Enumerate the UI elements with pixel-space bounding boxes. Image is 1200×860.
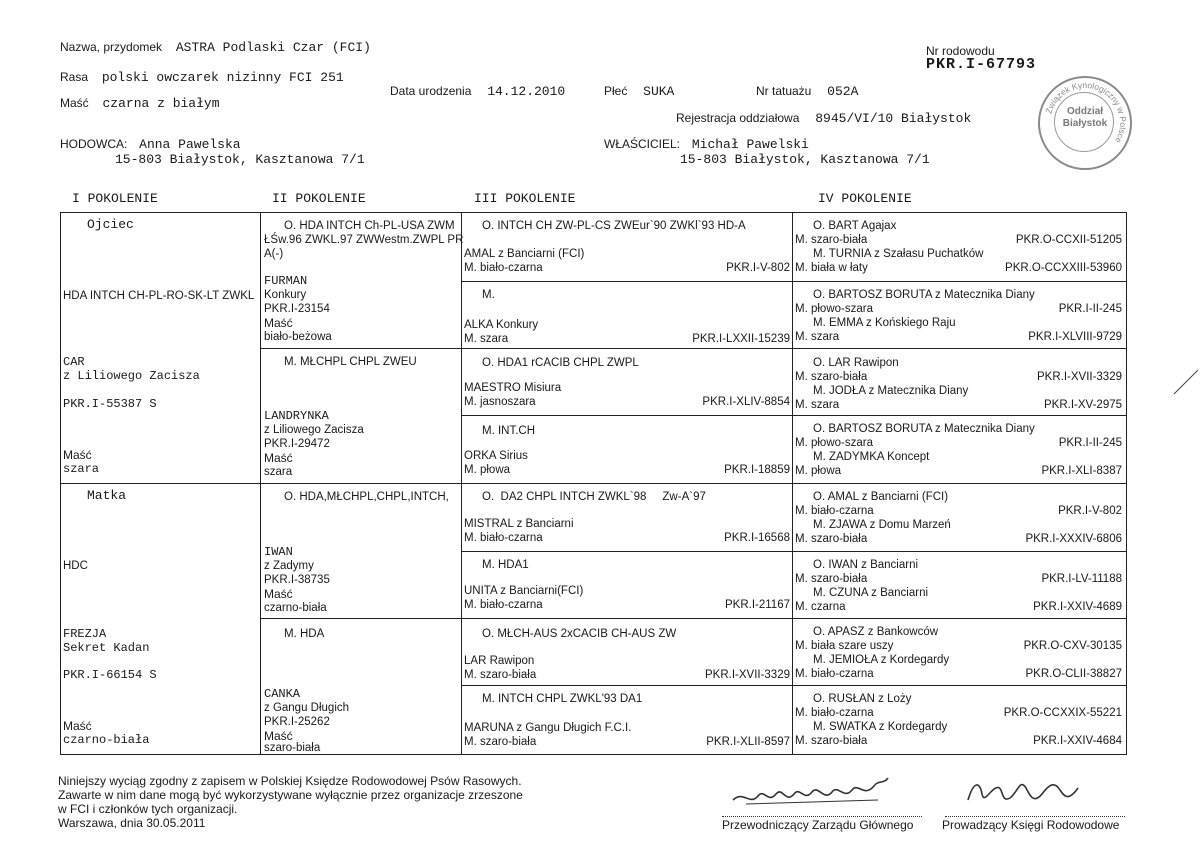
gen3-color-row	[464, 463, 790, 477]
sire-color-label: Maść	[63, 448, 92, 462]
gen4-color: M. szaro-biała	[795, 533, 868, 545]
footer-line-4: Warszawa, dnia 30.05.2011	[58, 816, 206, 830]
breeder-name: Anna Pawelska	[139, 137, 241, 152]
gen3-cell-3	[464, 350, 790, 415]
gen2-cell-3	[264, 484, 459, 618]
gen2-name: FURMAN	[264, 274, 308, 288]
sire-name: CAR	[63, 355, 85, 369]
gen3-titles: M. HDA1	[482, 559, 529, 571]
gen4-entry	[795, 316, 1122, 344]
pedigree-table	[60, 212, 1127, 755]
sex-row	[604, 84, 674, 99]
gen4-entry	[795, 720, 1122, 748]
pen-mark	[1172, 366, 1200, 396]
gen4-entry	[795, 219, 1122, 247]
kennel-club-stamp	[1038, 76, 1132, 170]
gen2-color: czarno-biała	[264, 602, 327, 614]
gen2-cell-2	[264, 349, 459, 483]
signature-line-1	[722, 816, 922, 817]
gen3-titles: M.	[482, 289, 495, 301]
gen4-entry	[795, 653, 1122, 681]
gen2-reg: PKR.I-25262	[264, 716, 330, 728]
signature-label-registrar: Prowadzący Księgi Rodowodowe	[942, 818, 1120, 832]
gen3-titles: O. DA2 CHPL INTCH ZWKL`98 Zw-A`97	[482, 491, 706, 503]
gen4-color: M. szaro-biała	[795, 234, 868, 246]
gen4-color-row	[795, 572, 1122, 586]
gen4-reg: PKR.O-CCXII-51205	[1015, 234, 1122, 246]
gen4-reg: PKR.I-XV-2975	[1044, 399, 1122, 411]
gen2-kennel: z Gangu Długich	[264, 702, 350, 714]
gen2-color: szaro-biała	[264, 742, 321, 754]
gen2-titles-2: ŁŚw.96 ZWKL.97 ZWWestm.ZWPL PR	[264, 234, 464, 246]
signature-registrar	[960, 770, 1090, 815]
gen3-color: M. płowa	[464, 464, 511, 476]
gen4-name: M. SWATKA z Kordegardy	[813, 721, 948, 733]
breed-row	[60, 70, 344, 85]
gen2-color-label: Maść	[264, 451, 293, 465]
signature-label-chairman: Przewodniczący Zarządu Głównego	[722, 818, 914, 832]
gen3-cell-8	[464, 686, 790, 753]
gen4-name: M. ZJAWA z Domu Marzeń	[813, 519, 951, 531]
name-row	[60, 40, 371, 55]
gen4-entry	[795, 356, 1122, 384]
gen4-color-row	[795, 436, 1122, 450]
gen3-name: MISTRAL z Banciarni	[464, 518, 574, 530]
gen4-color-row	[795, 532, 1122, 546]
gen3-name: LAR Rawipon	[464, 655, 535, 667]
dam-color: czarno-biała	[63, 733, 150, 747]
gen4-color-row	[795, 600, 1122, 614]
registration-value: 8945/VI/10 Białystok	[815, 111, 972, 126]
gen2-reg: PKR.I-23154	[264, 303, 330, 315]
gen4-entry	[795, 247, 1122, 275]
gen4-entry	[795, 450, 1122, 478]
gen4-reg: PKR.O-CXV-30135	[1023, 640, 1122, 652]
color-row	[60, 96, 220, 111]
gen4-reg: PKR.I-LV-11188	[1041, 573, 1122, 585]
gen3-name: ALKA Konkury	[464, 319, 539, 331]
gen4-name: O. AMAL z Banciarni (FCI)	[813, 491, 949, 503]
gen4-reg: PKR.I-XXIV-4684	[1033, 735, 1122, 747]
gen3-cell-5	[464, 484, 790, 551]
gen3-reg: PKR.I-XVII-3329	[704, 669, 790, 681]
registration-row	[676, 111, 971, 126]
gen3-titles: M. INT.CH	[482, 425, 536, 437]
gen3-color: M. biało-czarna	[464, 599, 543, 611]
signature-chairman	[728, 770, 898, 815]
gen4-reg: PKR.I-XXIV-4689	[1033, 601, 1122, 613]
gen4-color: M. płowo-szara	[795, 303, 873, 315]
gen4-entry	[795, 422, 1122, 450]
gen4-color: M. czarna	[795, 601, 846, 613]
gen3-color: M. szara	[464, 333, 509, 345]
gen2-kennel: Konkury	[264, 289, 307, 301]
footer-line-1: Niniejszy wyciąg zgodny z zapisem w Polskiej Księdze Rodowodowej Psów Rasowych.	[58, 774, 522, 788]
gen2-color: szara	[264, 466, 293, 478]
stamp-line-2: Białystok	[1062, 118, 1108, 129]
gen3-name: MARUNA z Gangu Długich F.C.I.	[464, 722, 632, 734]
dob-row	[390, 84, 565, 99]
gen4-color: M. szara	[795, 331, 840, 343]
gen4-name: M. ZADYMKA Koncept	[813, 451, 930, 463]
dam-titles: HDC	[63, 560, 88, 572]
gen3-titles: O. INTCH CH ZW-PL-CS ZWEur`90 ZWKl`93 HD-A	[482, 220, 746, 232]
gen3-color-row	[464, 395, 790, 409]
breeder-row	[60, 137, 241, 152]
gen4-name: M. CZUNA z Banciarni	[813, 587, 929, 599]
gen2-cell-1	[264, 213, 464, 348]
gen-header-1: I POKOLENIE	[72, 191, 158, 206]
gen2-reg: PKR.I-38735	[264, 574, 330, 586]
sire-role: Ojciec	[87, 217, 134, 232]
gen4-entry	[795, 518, 1122, 546]
gen2-cell-4	[264, 619, 459, 753]
gen3-titles: M. INTCH CHPL ZWKL'93 DA1	[482, 693, 643, 705]
gen4-entry	[795, 490, 1122, 518]
gen4-name: M. EMMA z Końskiego Raju	[813, 317, 956, 329]
gen4-name: M. TURNIA z Szałasu Puchatków	[813, 248, 984, 260]
gen3-reg: PKR.I-21167	[725, 599, 790, 611]
gen3-color: M. biało-czarna	[464, 262, 543, 274]
gen4-reg: PKR.I-XXXIV-6806	[1025, 533, 1122, 545]
owner-address: 15-803 Białystok, Kasztanowa 7/1	[680, 152, 930, 167]
gen3-reg: PKR.I-18859	[724, 464, 790, 476]
gen3-name: AMAL z Banciarni (FCI)	[464, 248, 585, 260]
gen3-reg: PKR.I-V-802	[726, 262, 790, 274]
gen4-entry	[795, 558, 1122, 586]
gen2-titles: O. HDA INTCH Ch-PL-USA ZWM	[284, 220, 455, 232]
gen4-name: O. RUSŁAN z Loży	[813, 693, 912, 705]
gen3-reg: PKR.I-XLII-8597	[706, 736, 790, 748]
gen4-color: M. szaro-biała	[795, 573, 868, 585]
dog-name: ASTRA Podlaski Czar (FCI)	[175, 40, 371, 55]
gen4-color-row	[795, 330, 1122, 344]
color-label: Maść	[60, 96, 89, 110]
registration-label: Rejestracja oddziałowa	[676, 111, 800, 125]
gen4-reg: PKR.I-II-245	[1058, 303, 1122, 315]
gen4-entry	[795, 625, 1122, 653]
dam-color-label: Maść	[63, 719, 92, 733]
gen4-column	[795, 213, 1124, 754]
breeder-address: 15-803 Białystok, Kasztanowa 7/1	[115, 152, 365, 167]
dam-name: FREZJA	[63, 627, 107, 641]
gen4-reg: PKR.I-XLI-8387	[1041, 465, 1122, 477]
gen4-color: M. biało-czarna	[795, 707, 874, 719]
gen2-color-label: Maść	[264, 729, 293, 743]
gen4-color-row	[795, 639, 1122, 653]
gen4-color: M. biało-czarna	[795, 668, 874, 680]
gen4-name: M. JODŁA z Matecznika Diany	[813, 385, 969, 397]
gen3-color: M. szaro-biała	[464, 736, 537, 748]
gen4-name: O. APASZ z Bankowców	[813, 626, 939, 638]
gen4-color: M. szaro-biała	[795, 371, 868, 383]
gen4-name: O. BARTOSZ BORUTA z Matecznika Diany	[813, 423, 1035, 435]
dam-cell	[63, 484, 258, 754]
gen4-reg: PKR.I-II-245	[1058, 437, 1122, 449]
gen2-titles-3: A(-)	[264, 248, 284, 260]
gen4-reg: PKR.I-V-802	[1058, 505, 1122, 517]
gen2-titles: M. MŁCHPL CHPL ZWEU	[284, 356, 417, 368]
sire-kennel: z Liliowego Zacisza	[63, 369, 200, 383]
gen4-color-row	[795, 233, 1122, 247]
sire-cell	[63, 213, 258, 483]
gen4-color: M. biało-czarna	[795, 505, 874, 517]
sire-color: szara	[63, 462, 100, 476]
sex-value: SUKA	[643, 84, 675, 99]
gen3-name: MAESTRO Misiura	[464, 382, 562, 394]
tattoo-row	[756, 84, 858, 99]
owner-label: WŁAŚCICIEL:	[604, 137, 681, 151]
gen3-cell-1	[464, 213, 790, 281]
stamp-ring-label: Związek Kynologiczny w Polsce	[1043, 79, 1129, 145]
gen-header-2: II POKOLENIE	[272, 191, 366, 206]
tattoo-value: 052A	[827, 84, 859, 99]
gen3-titles: O. MŁCH-AUS 2xCACIB CH-AUS ZW	[482, 628, 677, 640]
gen4-color-row	[795, 734, 1122, 748]
gen4-reg: PKR.O-CCXXIII-53960	[1005, 262, 1122, 274]
dam-role: Matka	[87, 488, 127, 503]
gen3-reg: PKR.I-LXXII-15239	[692, 333, 790, 345]
gen4-color: M. biała szare uszy	[795, 640, 894, 652]
gen2-color-label: Maść	[264, 587, 293, 601]
gen4-entry	[795, 384, 1122, 412]
breed-label: Rasa	[60, 70, 89, 84]
gen3-cell-4	[464, 416, 790, 483]
owner-row	[604, 137, 809, 152]
gen4-color: M. płowo-szara	[795, 437, 873, 449]
gen4-name: O. BARTOSZ BORUTA z Matecznika Diany	[813, 289, 1035, 301]
gen3-cell-7	[464, 619, 790, 685]
gen2-color-label: Maść	[264, 316, 293, 330]
footer-line-2: Zawarte w nim dane mogą być wykorzystywane wyłącznie przez organizacje zrzeszone	[58, 788, 523, 802]
gen3-color: M. biało-czarna	[464, 532, 543, 544]
gen3-reg: PKR.I-16568	[724, 532, 790, 544]
gen-header-3: III POKOLENIE	[474, 191, 576, 206]
gen4-color-row	[795, 398, 1122, 412]
dob-value: 14.12.2010	[487, 84, 566, 99]
gen4-entry	[795, 692, 1122, 720]
gen4-entry	[795, 288, 1122, 316]
gen2-titles: M. HDA	[284, 628, 325, 640]
gen4-name: O. IWAN z Banciarni	[813, 559, 919, 571]
gen4-color: M. szaro-biała	[795, 735, 868, 747]
gen4-entry	[795, 586, 1122, 614]
gen4-color: M. biała w łaty	[795, 262, 868, 274]
gen3-color-row	[464, 531, 790, 545]
dam-kennel: Sekret Kadan	[63, 641, 150, 655]
gen4-color-row	[795, 706, 1122, 720]
gen2-name: CANKA	[264, 687, 301, 701]
breed-value: polski owczarek nizinny FCI 251	[101, 70, 344, 85]
pedigree-number: PKR.I-67793	[926, 56, 1037, 73]
gen2-name: IWAN	[264, 545, 293, 559]
gen3-color-row	[464, 598, 790, 612]
gen3-reg: PKR.I-XLIV-8854	[702, 396, 790, 408]
gen2-reg: PKR.I-29472	[264, 438, 330, 450]
gen3-color: M. szaro-biała	[464, 669, 537, 681]
gen4-color-row	[795, 464, 1122, 478]
name-label: Nazwa, przydomek	[60, 40, 163, 54]
footer-line-3: w FCI i członków tych organizacji.	[58, 802, 238, 816]
gen2-kennel: z Zadymy	[264, 560, 314, 572]
gen4-reg: PKR.O-CCXXIX-55221	[1003, 707, 1122, 719]
gen4-color-row	[795, 667, 1122, 681]
sex-label: Płeć	[604, 84, 628, 98]
gen2-titles: O. HDA,MŁCHPL,CHPL,INTCH,	[284, 491, 449, 503]
gen4-color-row	[795, 370, 1122, 384]
gen4-color: M. płowa	[795, 465, 842, 477]
gen4-name: M. JEMIOŁA z Kordegardy	[813, 654, 950, 666]
breeder-label: HODOWCA:	[60, 137, 128, 151]
gen3-color-row	[464, 668, 790, 682]
dam-reg: PKR.I-66154 S	[63, 668, 157, 682]
signature-line-2	[945, 816, 1125, 817]
gen2-name: LANDRYNKA	[264, 409, 329, 423]
gen4-color-row	[795, 302, 1122, 316]
gen4-reg: PKR.I-XLVIII-9729	[1028, 331, 1122, 343]
color-value: czarna z białym	[102, 96, 220, 111]
stamp-line-1: Oddział	[1066, 106, 1104, 117]
gen4-color-row	[795, 504, 1122, 518]
owner-name: Michał Pawelski	[691, 137, 809, 152]
gen2-kennel: z Liliowego Zacisza	[264, 424, 364, 436]
gen-header-4: IV POKOLENIE	[818, 191, 912, 206]
gen3-color: M. jasnoszara	[464, 396, 536, 408]
tattoo-label: Nr tatuażu	[756, 84, 812, 98]
gen3-color-row	[464, 332, 790, 346]
gen4-reg: PKR.O-CLII-38827	[1025, 668, 1122, 680]
gen4-reg: PKR.I-XVII-3329	[1036, 371, 1122, 383]
gen3-titles: O. HDA1 rCACIB CHPL ZWPL	[482, 357, 639, 369]
dob-label: Data urodzenia	[390, 84, 472, 98]
stamp-center	[1040, 106, 1130, 130]
pedigree-label: Nr rodowodu	[926, 44, 995, 58]
gen2-color: biało-beżowa	[264, 331, 332, 343]
gen3-color-row	[464, 261, 790, 275]
gen3-color-row	[464, 735, 790, 749]
sire-titles: HDA INTCH CH-PL-RO-SK-LT ZWKL	[63, 290, 255, 302]
gen4-color-row	[795, 261, 1122, 275]
gen3-name: ORKA Sirius	[464, 450, 528, 462]
gen3-name: UNITA z Banciarni(FCI)	[464, 585, 584, 597]
gen3-cell-6	[464, 552, 790, 618]
sire-reg: PKR.I-55387 S	[63, 397, 157, 411]
gen4-name: O. BART Agajax	[813, 220, 897, 232]
gen4-name: O. LAR Rawipon	[813, 357, 899, 369]
gen4-color: M. szara	[795, 399, 840, 411]
